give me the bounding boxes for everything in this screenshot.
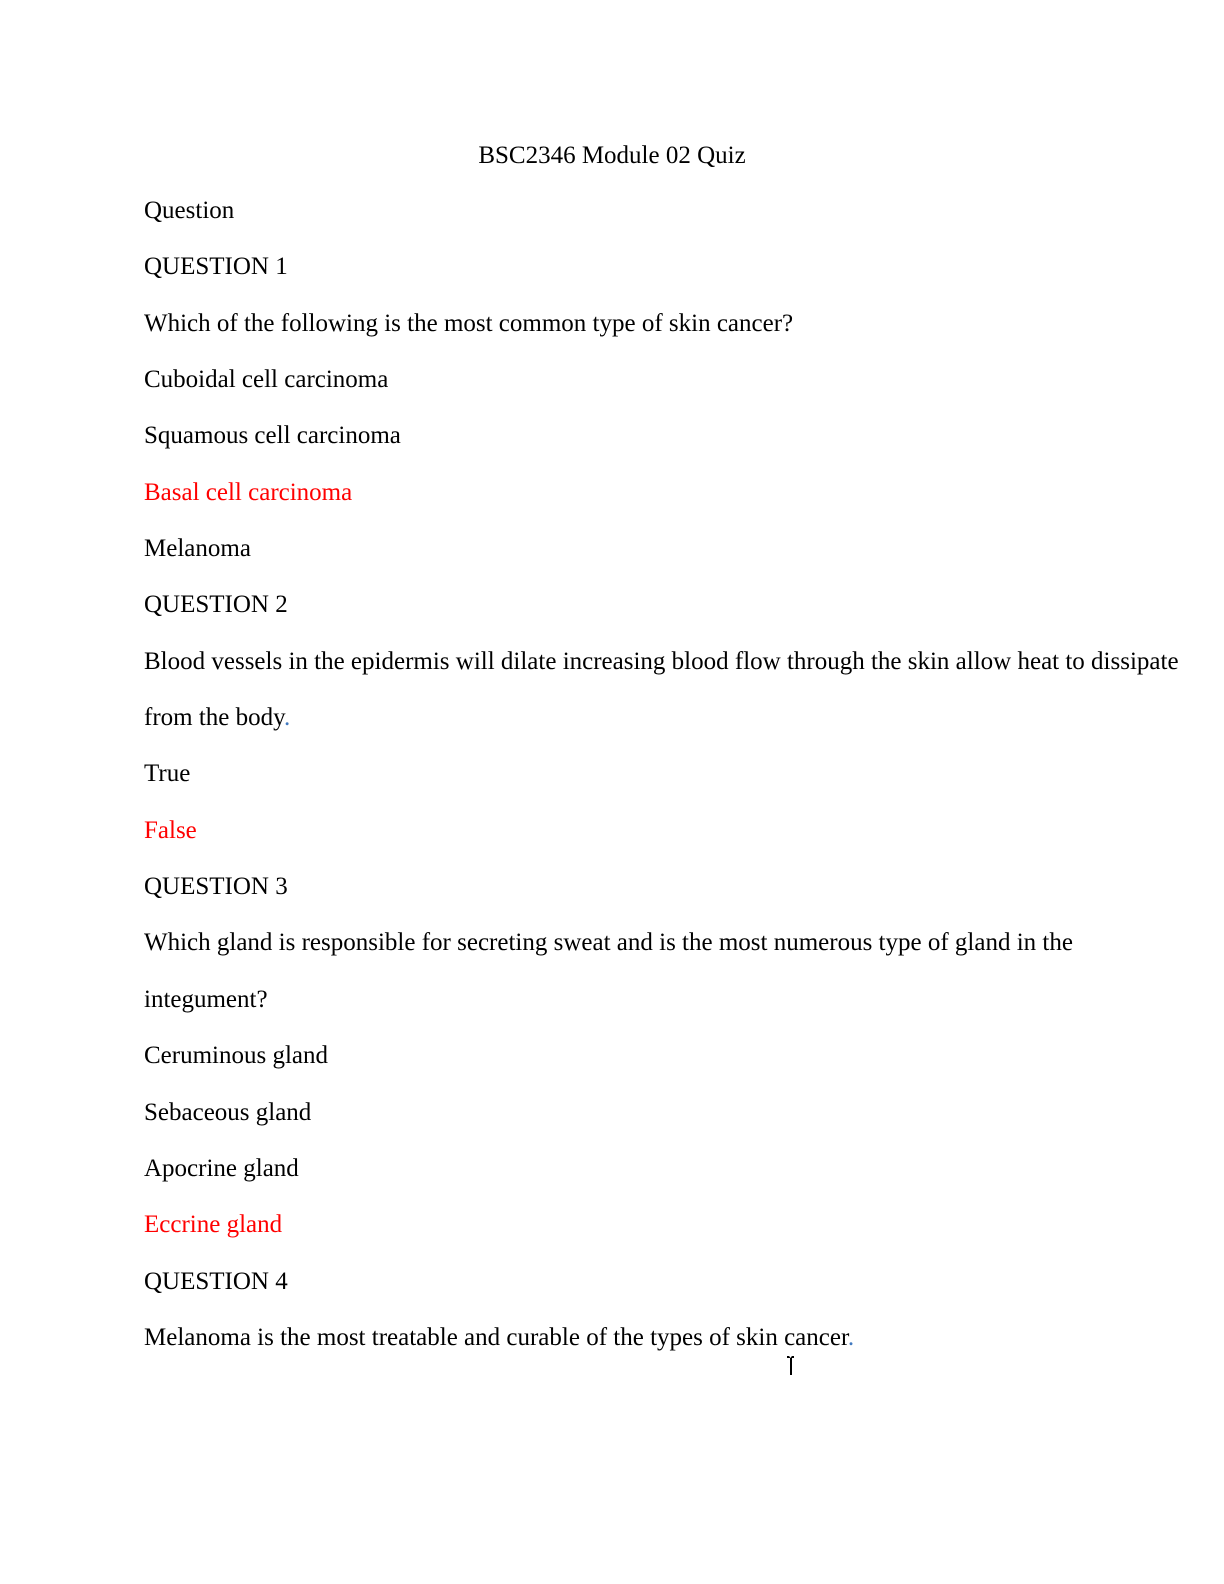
quiz-lines <box>144 196 1179 1379</box>
text-segment: Basal cell carcinoma <box>144 478 353 506</box>
text-line <box>144 703 1094 759</box>
text-segment: Melanoma <box>144 535 251 563</box>
text-line <box>144 1210 1094 1266</box>
text-segment: Cuboidal cell carcinoma <box>144 366 389 394</box>
text-segment: Sebaceous gland <box>144 1098 312 1126</box>
text-segment: QUESTION 3 <box>144 873 288 901</box>
text-segment: Blood vessels in the epidermis will dilate increasing blood flow through the skin allow heat to dissipate <box>144 647 1179 675</box>
text-segment: Ceruminous gland <box>144 1042 329 1070</box>
text-segment: Squamous cell carcinoma <box>144 422 401 450</box>
text-line <box>144 985 1094 1041</box>
text-segment: from the body <box>144 704 285 732</box>
text-segment: QUESTION 1 <box>144 253 288 281</box>
text-segment: integument? <box>144 985 268 1013</box>
text-segment: Melanoma is the most treatable and curable of the types of skin cancer <box>144 1323 848 1351</box>
text-segment: Which gland is responsible for secreting sweat and is the most numerous type of gland in the <box>144 929 1073 957</box>
text-line <box>144 647 1179 703</box>
text-segment: Eccrine gland <box>144 1211 283 1239</box>
text-segment: Which of the following is the most common type of skin cancer? <box>144 309 794 337</box>
text-line <box>144 365 1094 421</box>
text-segment: False <box>144 816 197 844</box>
text-segment: Question <box>144 197 235 224</box>
text-line <box>144 196 1094 252</box>
text-line <box>144 1041 1094 1097</box>
text-segment: QUESTION 2 <box>144 591 288 619</box>
text-segment: True <box>144 760 191 788</box>
text-line <box>144 759 1094 815</box>
text-line <box>144 534 1094 590</box>
text-line <box>144 1154 1094 1210</box>
text-line <box>144 816 1094 872</box>
text-line <box>144 421 1094 477</box>
text-line <box>144 1267 1094 1323</box>
text-line <box>144 1098 1094 1154</box>
text-segment: Apocrine gland <box>144 1154 299 1182</box>
page-title: BSC2346 Module 02 Quiz <box>478 142 746 169</box>
text-line <box>144 928 1094 984</box>
text-line <box>144 478 1094 534</box>
text-line <box>144 252 1094 308</box>
text-line <box>144 872 1094 928</box>
text-line <box>144 1323 1094 1379</box>
text-segment: . <box>847 1323 855 1351</box>
text-segment: QUESTION 4 <box>144 1267 288 1295</box>
text-line <box>144 590 1094 646</box>
text-segment: . <box>284 704 291 732</box>
text-line <box>144 309 1094 365</box>
